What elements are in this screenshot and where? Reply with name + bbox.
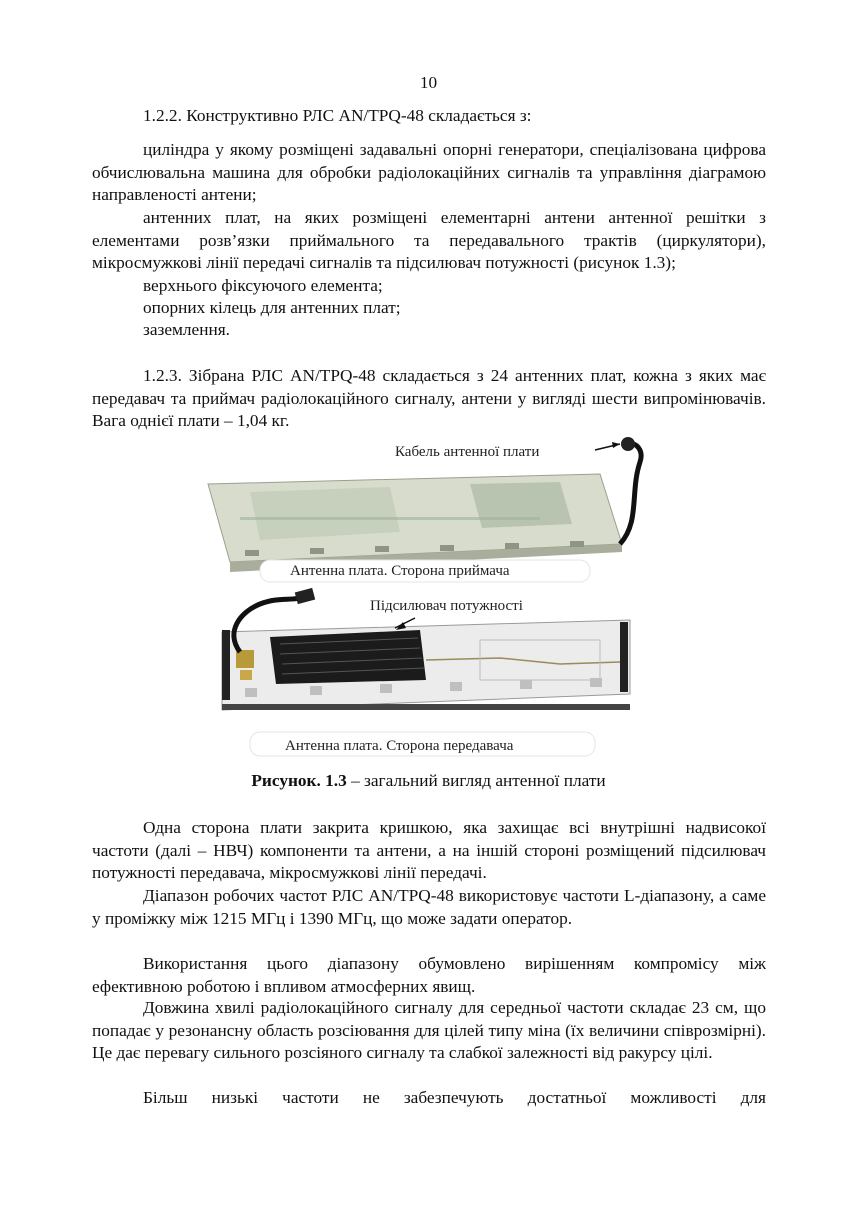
body-paragraph: Більш низькі частоти не забезпечують достатньої можливості для [143, 1088, 766, 1107]
cable-icon [620, 444, 641, 544]
transmitter-side-label: Антенна плата. Сторона передавача [285, 738, 514, 754]
body-paragraph: Одна сторона плати закрита кришкою, яка захищає всі внутрішні надвисокої частоти (далі – НВЧ) компоненти та антени, а на іншій стороні розміщений підсилювач потужності передавача, мікросмужкові лінії передачі. [92, 818, 766, 882]
list-item: опорних кілець для антенних плат; [143, 298, 401, 317]
body-paragraph: Використання цього діапазону обумовлено вирішенням компромісу між ефективною роботою і впливом атмосферних явищ. [92, 954, 766, 996]
body-paragraph: Довжина хвилі радіолокаційного сигналу для середньої частоти складає 23 см, що попадає у резонансну область розсіювання для цілей типу міна (їх величини співрозмірні). Це дає перевагу сильного розсіяного сигналу та слабкої залежності від ракурсу цілі. [92, 998, 766, 1062]
list-item: заземлення. [143, 320, 230, 339]
receiver-side-label: Антенна плата. Сторона приймача [290, 563, 510, 579]
list-item: верхнього фіксуючого елемента; [143, 276, 383, 295]
section-1-2-3-paragraph: 1.2.3. Зібрана РЛС AN/TPQ-48 складається з 24 антенних плат, кожна з яких має передавач та приймач радіолокаційного сигналу, антени у вигляді шести випромінювачів. Вага однієї плати – 1,04 кг. [92, 366, 766, 430]
list-item: антенних плат, на яких розміщені елементарні антени антенної решітки з елементами розв’язки приймального та передавального трактів (циркулятори), мікросмужкові лінії передачі сигналів та підсилювач потужності (рисунок 1.3); [92, 208, 766, 272]
figure-caption-text: – загальний вигляд антенної плати [346, 771, 606, 790]
section-1-2-2-heading: 1.2.2. Конструктивно РЛС AN/TPQ-48 складається з: [143, 106, 532, 125]
list-item: циліндра у якому розміщені задавальні опорні генератори, спеціалізована цифрова обчислювальна машина для обробки радіолокаційних сигналів та управління діаграмою направленості антени; [92, 140, 766, 204]
body-paragraph: Діапазон робочих частот РЛС AN/TPQ-48 використовує частоти L-діапазону, а саме у проміжку між 1215 МГц і 1390 МГц, що може задати оператор. [92, 886, 766, 928]
cable-label: Кабель антенної плати [395, 444, 540, 460]
figure-caption [0, 770, 857, 792]
page-number: 10 [419, 73, 438, 92]
amplifier-label: Підсилювач потужності [370, 598, 523, 614]
figure-caption-number: Рисунок. 1.3 [251, 771, 347, 790]
antenna-board-figure [200, 432, 650, 762]
